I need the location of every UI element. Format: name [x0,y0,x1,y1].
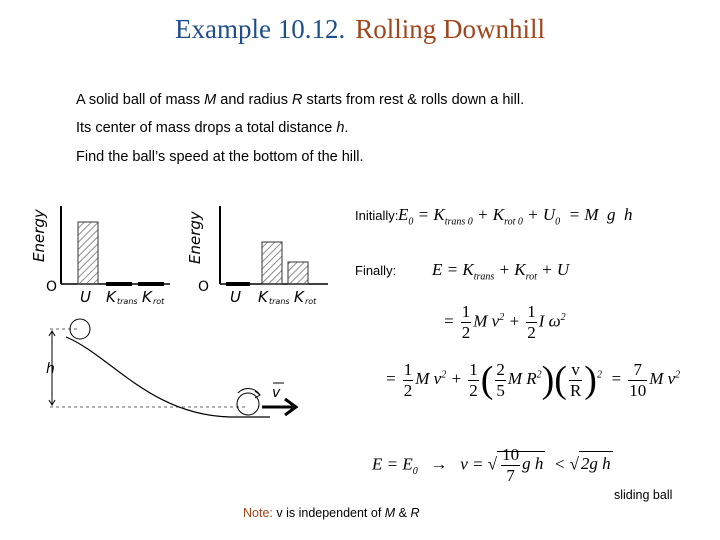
rot-subscript: rot [305,297,317,306]
initially-label: Initially: [355,208,399,223]
zero-label: O [198,279,210,295]
finally-label: Finally: [355,263,397,278]
problem-line-2: Its center of mass drops a total distance h. [76,120,349,136]
equation-result: $E = E_0 \to v$ = √ $\frac{10}{7}$ g h < √ 2g h [372,445,611,485]
problem-line-3: Find the ball’s speed at the bottom of the hill. [76,149,364,165]
hill-slope [66,337,270,417]
example-number: Example 10.12. [175,14,346,44]
k-trans-bar [262,242,282,284]
k-trans-label: K [106,288,116,306]
note: Note: v is independent of M & R [243,506,420,520]
trans-subscript: trans [117,297,138,306]
initial-energy-chart [28,200,178,308]
k-rot-label: K [294,288,304,306]
ball-bottom [237,393,259,415]
sliding-ball-label: sliding ball [614,488,673,502]
equation-final-3: = $\frac{1}{2}$ M $v^2$ + $\frac{1}{2}$ ( $\frac{2}{5}$ M $R^2$)( $\frac{v}{R}$ )$^2$ = $\frac{7}{10}$ M $v^2$ [385,359,681,401]
equation-final-2: = $\frac{1}{2}$ M $v^2$ + $\frac{1}{2}$ I $\omega^2$ [443,302,566,342]
u-bar [78,222,98,284]
u-label: U [230,288,241,306]
final-energy-chart [182,200,332,308]
k-rot-label: K [142,288,152,306]
energy-axis-label: Energy [30,209,48,262]
problem-line-1: A solid ball of mass M and radius R starts from rest & rolls down a hill. [76,92,525,108]
zero-label: O [46,279,58,295]
example-topic: Rolling Downhill [355,14,545,44]
k-trans-label: K [258,288,268,306]
hill-diagram [40,315,320,430]
equation-initial: $E_0 = K_{trans 0} + K_{rot 0} + U_0 = M$ g h [398,205,633,228]
height-label: h [46,361,55,377]
velocity-label: v [272,385,281,401]
equation-final: $E = K_{trans} + K_{rot} + U$ [432,260,570,283]
note-label: Note: [243,506,273,520]
k-rot-bar [288,262,308,284]
u-label: U [80,288,91,306]
page-title [0,14,720,45]
energy-axis-label: Energy [186,211,204,264]
rot-subscript: rot [153,297,165,306]
trans-subscript: trans [269,297,290,306]
